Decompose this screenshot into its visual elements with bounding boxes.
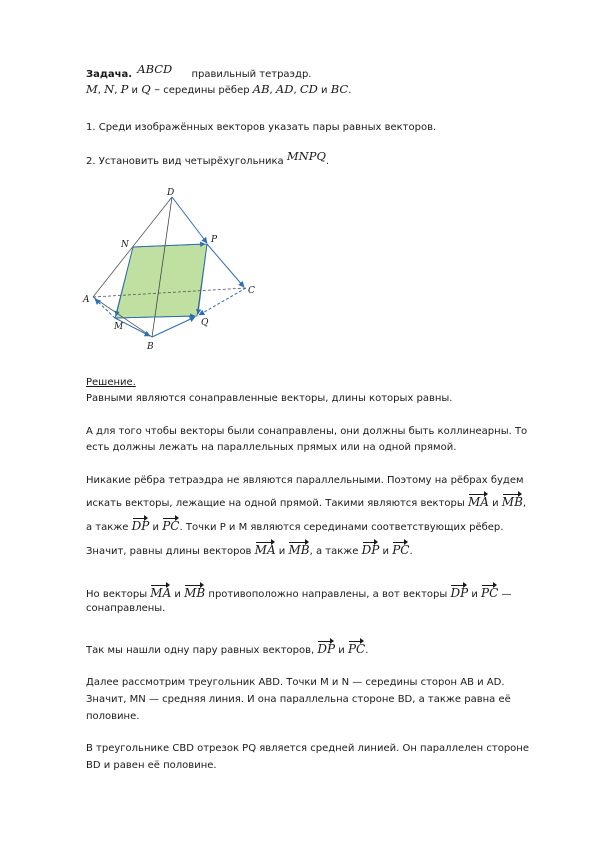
solution-p3d: Значит, равны длины векторов (86, 546, 252, 557)
vector-dp-label: DP (450, 582, 468, 600)
vector-pc-label: PC (392, 539, 409, 557)
vector-pc-label: PC (481, 582, 498, 600)
question-2-text: 2. Установить вид четырёхугольника (86, 156, 284, 167)
dot: . (365, 645, 369, 656)
label-b: B (147, 342, 154, 352)
vector-pc (207, 244, 244, 287)
vector-pc-label: PC (162, 515, 179, 533)
edge-ab: AB (252, 82, 270, 96)
vector-ma-label: MA (468, 491, 489, 509)
point-p: P (120, 82, 129, 96)
and-word: и (131, 85, 139, 96)
q2-end: . (325, 156, 330, 167)
solution-p3d-line (86, 539, 413, 559)
label-q: Q (201, 318, 209, 328)
label-m: M (114, 322, 124, 332)
edge-ad: AD (275, 82, 294, 96)
vector-dp-label: DP (317, 638, 335, 656)
solution-p7a: В треугольнике CBD отрезок PQ является средней линией. Он параллелен стороне (86, 743, 529, 754)
quad-mnpq-fill (115, 244, 207, 318)
vector-pc-label: PC (348, 638, 365, 656)
label-p: P (211, 235, 218, 245)
vector-bq (152, 317, 195, 337)
task-line-1 (86, 62, 312, 82)
also-word: а также (86, 522, 129, 533)
and-word: и (382, 546, 389, 557)
solution-p3b-line (86, 491, 526, 511)
solution-p3b: искать векторы, лежащие на одной прямой. Такими являются векторы (86, 498, 465, 509)
solution-p1: Равными являются сонаправленные векторы, длины которых равны. (86, 393, 453, 404)
solution-title: Решение. (86, 377, 136, 388)
end-dot: . (348, 85, 352, 96)
vector-mb-label: MB (502, 491, 523, 509)
and-word: и (338, 645, 345, 656)
label-a: A (83, 295, 90, 305)
p4-dash: — (501, 589, 512, 600)
p4-mid: противоположно направлены, а вот векторы (208, 589, 448, 600)
tetra-desc: правильный тетраэдр. (191, 69, 312, 80)
question-2 (86, 149, 330, 169)
sep: , (97, 85, 101, 96)
solution-p4-line (86, 582, 511, 602)
and-word: и (278, 546, 286, 557)
solution-p7b: BD и равен её половине. (86, 760, 217, 771)
and-word: и (471, 589, 478, 600)
vector-mb-label: MB (184, 582, 205, 600)
solution-p6b: Значит, MN — средняя линия. И она параллельна стороне BD, а также равна её (86, 694, 511, 705)
solution-p5-line (86, 638, 368, 658)
label-c: C (248, 286, 255, 296)
question-1: 1. Среди изображённых векторов указать пары равных векторов. (86, 122, 437, 133)
point-m: M (86, 82, 98, 96)
comma: , (522, 498, 527, 509)
solution-p5: Так мы нашли одну пару равных векторов, (86, 645, 315, 656)
vector-ma-label: MA (150, 582, 171, 600)
vector-cq (199, 288, 246, 315)
sep: , (293, 85, 297, 96)
solution-p3a: Никакие рёбра тетраэдра не являются параллельными. Поэтому на рёбрах будем (86, 475, 524, 486)
label-n: N (121, 240, 129, 250)
solution-p6c: половине. (86, 711, 140, 722)
and-word: и (174, 589, 181, 600)
and-word: и (492, 498, 499, 509)
label-d: D (167, 188, 175, 198)
task-line-2 (86, 82, 351, 98)
midpoints-text: середины рёбер (163, 85, 250, 96)
edge-bc: BC (330, 82, 349, 96)
p4-pre: Но векторы (86, 589, 148, 600)
vector-ma (95, 299, 115, 318)
point-q-dash: Q – (141, 82, 161, 96)
sep: , (269, 85, 273, 96)
task-heading: Задача. (86, 69, 133, 80)
edge-cd: CD (299, 82, 318, 96)
solution-p4-end: сонаправлены. (86, 603, 166, 614)
solution-p6a: Далее рассмотрим треугольник ABD. Точки M и N — середины сторон AB и AD. (86, 677, 505, 688)
vector-dp (172, 197, 207, 243)
tetra-name: ABCD (137, 62, 173, 76)
and-word: и (152, 522, 160, 533)
vector-mb-label: MB (288, 539, 309, 557)
dot: . (409, 546, 413, 557)
solution-p2b: есть должны лежать на параллельных прямых или на одной прямой. (86, 442, 457, 453)
solution-p2a: А для того чтобы векторы были сонаправлены, они должны быть коллинеарны. То (86, 426, 528, 437)
quad-name: MNPQ (286, 149, 326, 163)
vector-dp-label: DP (362, 539, 380, 557)
vector-dp-label: DP (132, 515, 150, 533)
solution-p3c: . Точки P и M являются серединами соответствующих рёбер. (179, 522, 504, 533)
sep: , (114, 85, 118, 96)
tetrahedron-figure (80, 185, 270, 355)
and-word: и (321, 85, 328, 96)
vector-ma-label: MA (255, 539, 276, 557)
solution-p3c-line (86, 515, 503, 535)
point-n: N (104, 82, 115, 96)
also-word: , а также (309, 546, 359, 557)
